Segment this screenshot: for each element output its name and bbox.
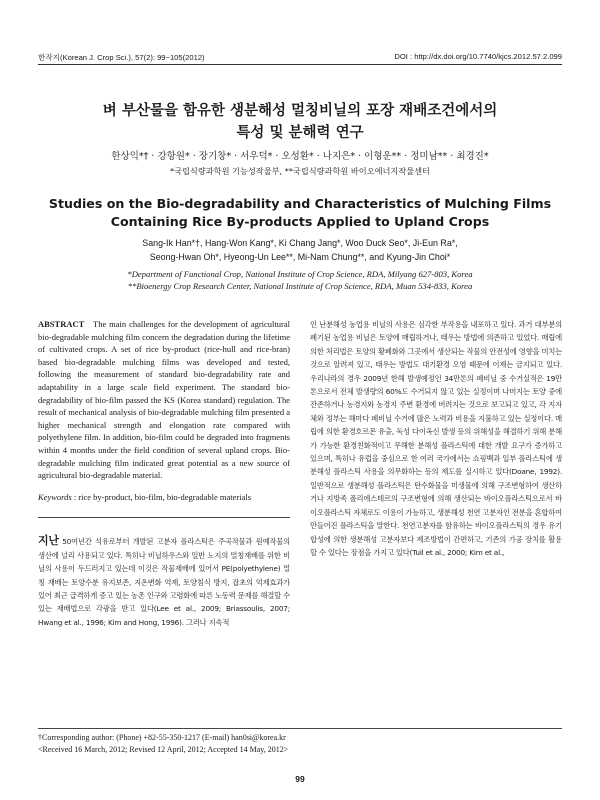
abstract <box>38 318 290 482</box>
left-column <box>38 318 290 629</box>
intro-text-left: 50여년간 석유로부터 개발된 고분자 플라스틱은 주곡작물과 원예작물의 생산에 널리 사용되고 있다. 특히나 비닐하우스와 일반 노지의 멀칭재배를 위한 비닐의 사용이 두드러지고 있는데 이것은 작물재배에 있어서 PE(polyethylene) 멀칭 재배는 토양수분 유지보존, 지온변화 억제, 토양침식 방지, 잡초의 억제효과가 있어 최근 급격하게 증고 있는 농촌 인구와 고령화에 따른 노동력 문제를 해결할 수 있는 재배법으로 각광을 받고 있다(Lee et al., 2009; Briassoulis, 2007; Hwang et al., 1996; Kim and Hong, 1996). 그러나 지속적 <box>38 537 290 627</box>
korean-title <box>38 100 562 144</box>
footnote <box>38 728 562 755</box>
english-title-line-2: Containing Rice By-products Applied to Upland Crops <box>110 214 490 229</box>
korean-affiliation: *국립식량과학원 기능성작물부, **국립식량과학원 바이오에너지작물센터 <box>170 166 430 176</box>
affiliation-line-2: **Bioenergy Crop Research Center, National Institute of Crop Science, RDA, Muan 534-833, Korea <box>127 281 473 291</box>
abstract-text: The main challenges for the development of agricultural bio-degradable mulching film concern the degradation during the lifetime of cultivated crops. A set of rice by-product (rice-hull and rice-bran) based bio-degradable mulching films was developed and tested, following the measurement of standard bio-degradability rate and adaptability in a large scale field experiment. The standard bio-degradability of bio-film passed the KS (Korea standard) regulation. The result of mechanical analysis of bio-degradable mulching film presented a higher mechanical strength and elongation rate compared with polyethylene film. In addition, bio-film could be degraded into fragments within 4 months under the field condition of several upland crops. Bio-degradable mulching film indicated great potential as a new source of agricultural bio-degradable material. <box>38 319 290 481</box>
right-column <box>310 318 562 559</box>
english-title-line-1: Studies on the Bio-degradability and Characteristics of Mulching Films <box>48 196 552 211</box>
affiliation-line-1: *Department of Functional Crop, National Institute of Crop Science, RDA, Milyang 627-803, Korea <box>127 269 473 279</box>
keywords-label: Keywords <box>38 491 72 502</box>
english-affiliations <box>38 268 562 292</box>
keywords-text: : rice by-product, bio-film, bio-degradable materials <box>71 491 252 502</box>
intro-paragraph-right: 인 난분해성 농업용 비닐의 사용은 심각한 부작용을 내포하고 있다. 과거 대부분의 폐기된 농업용 비닐은 토양에 매립하거나, 태우는 방법에 의존하고 있었다. 매립에 의한 처리법은 토양의 황폐화와 그곳에서 생산되는 작물의 안전성에 영향을 미치는 것으로 알려져 있고, 태우는 방법도 대기환경 오염 때문에 이제는 금지되고 있다. 우리나라의 경우 2009년 한해 발생예정인 34만톤의 폐비닐 중 수거실적은 19만톤으로서 전체 발생량의 60%도 수거되지 않고 있는 실정이며 나머지는 토양 중에 잔존하거나 농경지와 농경지 주변 환경에 버려지는 것으로 보고되고 있고, 각 지자체와 정부는 해마다 폐비닐 수거에 많은 노력과 비용을 지불하고 있는 실정이다. 매립에 의한 환경호르몬 유출, 독성 다이옥신 발생 등의 위해성을 해결하기 위해 분해가 가능한 환경친화적이고 무해한 분해성 플라스틱에 대한 개발 요구가 증가하고 있으며, 특히나 유럽을 중심으로 한 여러 국가에서는 쇼핑백과 일부 플라스틱에 생분해성 플라스틱 사용을 의무화하는 등의 제도를 실시하고 있다(Doane, 1992). 일반적으로 생분해성 플라스틱은 탄수화물을 미생물에 의해 구조변형하여 생산하거나 지방족 폴리에스테르의 구조변형에 의해 생산되는 바이오플라스틱으로서 바이오플라스틱 자체로도 이용이 가능하고, 생분해성 천연 고분자인 전분을 혼합하여 만들어진 플라스틱을 말한다. 천연고분자를 함유하는 바이오플라스틱의 경우 유기합성에 의한 생분해성 고분자보다 제조방법이 간편하고, 기존의 가공 장치를 활용할 수 있다는 장점을 가지고 있다(Tuil et al., 2000; Kim et al., <box>310 320 562 557</box>
korean-title-line-2: 특성 및 분해력 연구 <box>236 125 364 141</box>
abstract-label: ABSTRACT <box>38 319 85 329</box>
received-dates: <Received 16 March, 2012; Revised 12 April, 2012; Accepted 14 May, 2012> <box>38 744 289 754</box>
english-authors-line-2: Seong-Hwan Oh*, Hyeong-Un Lee**, Mi-Nam Chung**, and Kyung-Jin Choi* <box>149 252 451 262</box>
english-title <box>38 195 562 231</box>
english-authors-line-1: Sang-Ik Han*†, Hang-Won Kang*, Ki Chang Jang*, Woo Duck Seo*, Ji-Eun Ra*, <box>142 238 458 248</box>
page-number: 99 <box>295 774 305 784</box>
running-header <box>38 52 562 65</box>
keywords <box>38 491 290 519</box>
intro-paragraph-left <box>38 534 290 629</box>
journal-citation: 한작지(Korean J. Crop Sci.), 57(2): 99~105(2012) <box>38 53 205 62</box>
doi-link[interactable]: DOI : http://dx.doi.org/10.7740/kjcs.2012.57.2.099 <box>394 52 562 61</box>
korean-authors: 한상익*† · 강항원* · 장기창* · 서우덕* · 오성환* · 나지은* · 이형운** · 정미남** · 최경진* <box>111 151 489 162</box>
english-authors <box>38 236 562 264</box>
corresponding-author: †Corresponding author: (Phone) +82-55-350-1217 (E-mail) han0si@korea.kr <box>38 733 286 742</box>
korean-title-line-1: 벼 부산물을 함유한 생분해성 멀칭비닐의 포장 재배조건에서의 <box>102 103 498 119</box>
intro-lead-word: 지난 <box>38 534 59 548</box>
